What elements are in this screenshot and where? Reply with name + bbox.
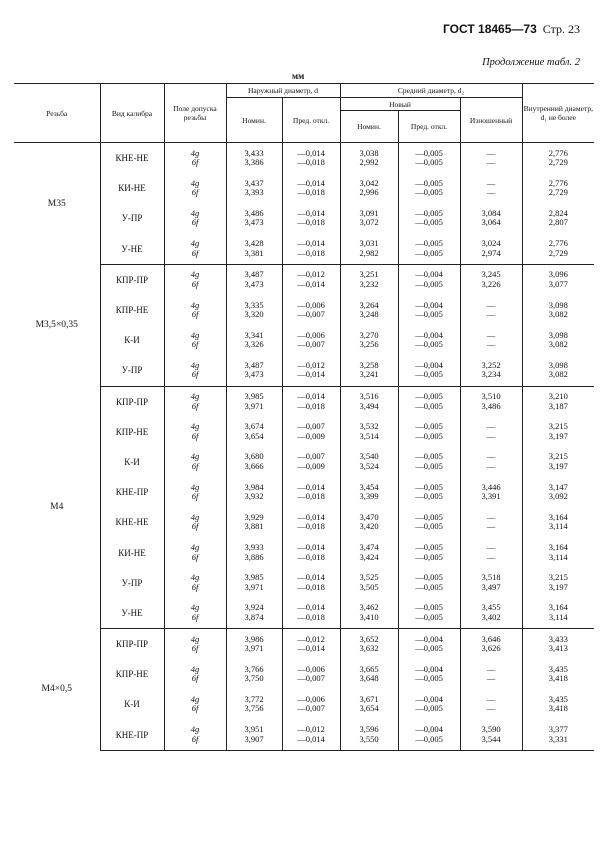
mean-deviation: —0,004 —0,005 [415, 359, 443, 380]
tolerance-values: 4g 6f [190, 269, 200, 289]
tolerance-values: 4g 6f [190, 602, 200, 622]
thread-label: М4×0,5 [14, 629, 100, 751]
mean-nominal: 3,665 3,648 [359, 663, 379, 684]
tolerance-values: 4g 6f [190, 572, 200, 592]
tolerance-values: 4g 6f [190, 451, 200, 471]
col-worn: Изношенный [460, 98, 522, 143]
page-number: Стр. 23 [542, 22, 580, 36]
mean-nominal: 3,652 3,632 [359, 633, 379, 654]
mean-nominal: 3,540 3,524 [359, 451, 379, 471]
worn-value: 3,455 3,402 [481, 602, 501, 622]
inner-diameter: 3,147 3,092 [548, 481, 568, 502]
worn-value: 3,446 3,391 [481, 481, 501, 502]
col-mean-nom: Номин. [340, 111, 398, 143]
tolerance-values: 4g 6f [190, 633, 200, 654]
tolerance-values: 4g 6f [190, 421, 200, 441]
continuation-note: Продолжение табл. 2 [482, 57, 580, 68]
table-row [14, 629, 594, 660]
worn-value: — — [486, 451, 496, 471]
thread-label: М4 [14, 386, 100, 629]
table-row [14, 325, 594, 355]
outer-deviation: —0,012 —0,014 [297, 359, 325, 380]
inner-diameter: 2,776 2,729 [548, 238, 568, 258]
outer-deviation: —0,014 —0,018 [297, 602, 325, 622]
mean-nominal: 3,042 2,996 [359, 177, 379, 198]
inner-diameter: 3,215 3,197 [548, 421, 568, 441]
mean-nominal: 3,596 3,550 [359, 724, 379, 744]
table-row [14, 173, 594, 203]
worn-value: — — [486, 147, 496, 168]
thread-label: М35 [14, 143, 100, 265]
table-row [14, 295, 594, 325]
outer-deviation: —0,006 —0,007 [297, 329, 325, 350]
mean-deviation: —0,004 —0,005 [415, 663, 443, 684]
tolerance-values: 4g 6f [190, 511, 200, 532]
table-row [14, 417, 594, 447]
worn-value: 3,518 3,497 [481, 572, 501, 592]
outer-nominal: 3,986 3,971 [244, 633, 264, 654]
outer-deviation: —0,014 —0,018 [297, 177, 325, 198]
tolerance-values: 4g 6f [190, 359, 200, 380]
mean-deviation: —0,004 —0,005 [415, 269, 443, 289]
gauge-type: КПР-ПР [100, 264, 164, 295]
tolerance-values: 4g 6f [190, 177, 200, 198]
mean-nominal: 3,251 3,232 [359, 269, 379, 289]
table-row [14, 477, 594, 507]
table-row [14, 143, 594, 174]
mean-deviation: —0,005 —0,005 [415, 238, 443, 258]
mean-deviation: —0,005 —0,005 [415, 602, 443, 622]
worn-value: 3,084 3,064 [481, 207, 501, 228]
inner-diameter: 3,377 3,331 [548, 724, 568, 744]
mean-nominal: 3,474 3,424 [359, 542, 379, 562]
mean-nominal: 3,270 3,256 [359, 329, 379, 350]
gauge-type: К-И [100, 689, 164, 719]
mean-deviation: —0,005 —0,005 [415, 542, 443, 562]
inner-diameter: 3,096 3,077 [548, 269, 568, 289]
table-row [14, 659, 594, 689]
table-row [14, 537, 594, 567]
inner-diameter: 3,435 3,418 [548, 693, 568, 714]
inner-diameter: 3,435 3,418 [548, 663, 568, 684]
gauge-type: У-НЕ [100, 234, 164, 265]
worn-value: — — [486, 693, 496, 714]
mean-deviation: —0,005 —0,005 [415, 147, 443, 168]
outer-nominal: 3,341 3,326 [244, 329, 264, 350]
mean-deviation: —0,005 —0,005 [415, 481, 443, 502]
mean-deviation: —0,005 —0,005 [415, 451, 443, 471]
mean-nominal: 3,462 3,410 [359, 602, 379, 622]
gauge-type: КПР-НЕ [100, 417, 164, 447]
gauge-type: КПР-НЕ [100, 659, 164, 689]
gauge-type: КНЕ-НЕ [100, 507, 164, 537]
col-outer-diameter: Наружный диаметр, d [226, 84, 340, 98]
inner-diameter: 3,433 3,413 [548, 633, 568, 654]
inner-diameter: 3,215 3,197 [548, 572, 568, 592]
inner-diameter: 3,215 3,197 [548, 451, 568, 471]
mean-deviation: —0,004 —0,005 [415, 299, 443, 320]
standard-number: ГОСТ 18465—73 [443, 22, 537, 36]
inner-diameter: 3,098 3,082 [548, 329, 568, 350]
worn-value: — — [486, 511, 496, 532]
tolerance-values: 4g 6f [190, 693, 200, 714]
inner-diameter: 2,776 2,729 [548, 177, 568, 198]
table-row [14, 203, 594, 233]
mean-deviation: —0,005 —0,005 [415, 572, 443, 592]
outer-nominal: 3,766 3,750 [244, 663, 264, 684]
outer-deviation: —0,007 —0,009 [297, 421, 325, 441]
col-outer-nom: Номин. [226, 98, 282, 143]
mean-nominal: 3,264 3,248 [359, 299, 379, 320]
table-row [14, 264, 594, 295]
inner-diameter: 3,098 3,082 [548, 299, 568, 320]
tolerance-values: 4g 6f [190, 329, 200, 350]
table-row [14, 689, 594, 719]
thread-label: М3,5×0,35 [14, 264, 100, 386]
table-row [14, 720, 594, 751]
mean-nominal: 3,038 2,992 [359, 147, 379, 168]
outer-nominal: 3,680 3,666 [244, 451, 264, 471]
outer-nominal: 3,933 3,886 [244, 542, 264, 562]
worn-value: — — [486, 177, 496, 198]
outer-nominal: 3,335 3,320 [244, 299, 264, 320]
outer-nominal: 3,486 3,473 [244, 207, 264, 228]
mean-deviation: —0,004 —0,005 [415, 633, 443, 654]
inner-diameter: 3,164 3,114 [548, 602, 568, 622]
col-new: Новый [340, 98, 460, 111]
mean-deviation: —0,004 —0,005 [415, 693, 443, 714]
outer-nominal: 3,951 3,907 [244, 724, 264, 744]
outer-nominal: 3,674 3,654 [244, 421, 264, 441]
outer-nominal: 3,985 3,971 [244, 572, 264, 592]
worn-value: — — [486, 542, 496, 562]
gauge-type: У-ПР [100, 355, 164, 386]
mean-nominal: 3,258 3,241 [359, 359, 379, 380]
mean-deviation: —0,004 —0,005 [415, 724, 443, 744]
gauge-table [14, 83, 594, 751]
tolerance-values: 4g 6f [190, 724, 200, 744]
worn-value: 3,245 3,226 [481, 269, 501, 289]
mean-deviation: —0,005 —0,005 [415, 511, 443, 532]
gauge-type: У-НЕ [100, 598, 164, 629]
tolerance-values: 4g 6f [190, 238, 200, 258]
worn-value: — — [486, 421, 496, 441]
worn-value: 3,510 3,486 [481, 391, 501, 411]
outer-deviation: —0,014 —0,018 [297, 391, 325, 411]
gauge-type: КНЕ-НЕ [100, 143, 164, 174]
table-row [14, 568, 594, 598]
mean-deviation: —0,005 —0,005 [415, 391, 443, 411]
table-row [14, 598, 594, 629]
outer-deviation: —0,014 —0,018 [297, 238, 325, 258]
outer-nominal: 3,487 3,473 [244, 269, 264, 289]
outer-deviation: —0,014 —0,018 [297, 511, 325, 532]
gauge-type: У-ПР [100, 203, 164, 233]
outer-nominal: 3,985 3,971 [244, 391, 264, 411]
outer-deviation: —0,012 —0,014 [297, 633, 325, 654]
worn-value: 3,252 3,234 [481, 359, 501, 380]
gauge-type: КИ-НЕ [100, 173, 164, 203]
table-row [14, 355, 594, 386]
outer-nominal: 3,433 3,386 [244, 147, 264, 168]
table-row [14, 386, 594, 417]
inner-diameter: 3,164 3,114 [548, 511, 568, 532]
table-row [14, 507, 594, 537]
worn-value: — — [486, 299, 496, 320]
outer-nominal: 3,984 3,932 [244, 481, 264, 502]
worn-value: — — [486, 663, 496, 684]
col-mean-diameter: Средний диаметр, d₂ [340, 84, 522, 98]
outer-deviation: —0,012 —0,014 [297, 724, 325, 744]
inner-diameter: 3,098 3,082 [548, 359, 568, 380]
col-outer-dev: Пред. откл. [282, 98, 340, 143]
outer-deviation: —0,014 —0,018 [297, 481, 325, 502]
tolerance-values: 4g 6f [190, 481, 200, 502]
col-tolerance: Поле допуска резьбы [164, 84, 226, 143]
mean-nominal: 3,091 3,072 [359, 207, 379, 228]
col-mean-dev: Пред. откл. [398, 111, 460, 143]
inner-diameter: 2,824 2,807 [548, 207, 568, 228]
outer-deviation: —0,006 —0,007 [297, 663, 325, 684]
mean-nominal: 3,671 3,654 [359, 693, 379, 714]
mean-nominal: 3,525 3,505 [359, 572, 379, 592]
outer-deviation: —0,007 —0,009 [297, 451, 325, 471]
mean-nominal: 3,031 2,982 [359, 238, 379, 258]
tolerance-values: 4g 6f [190, 207, 200, 228]
outer-deviation: —0,014 —0,018 [297, 572, 325, 592]
gauge-type: КПР-НЕ [100, 295, 164, 325]
gauge-type: К-И [100, 325, 164, 355]
tolerance-values: 4g 6f [190, 391, 200, 411]
col-inner-diameter: Внутренний диаметр, d₁ не более [522, 84, 594, 143]
outer-deviation: —0,006 —0,007 [297, 693, 325, 714]
gauge-type: КНЕ-ПР [100, 720, 164, 751]
gauge-type: КПР-ПР [100, 629, 164, 660]
col-gauge-type: Вид калибра [100, 84, 164, 143]
table-body [14, 143, 594, 751]
inner-diameter: 3,164 3,114 [548, 542, 568, 562]
mean-nominal: 3,516 3,494 [359, 391, 379, 411]
page-header [443, 22, 580, 37]
gauge-type: К-И [100, 447, 164, 477]
outer-nominal: 3,428 3,381 [244, 238, 264, 258]
outer-deviation: —0,014 —0,018 [297, 147, 325, 168]
outer-deviation: —0,012 —0,014 [297, 269, 325, 289]
outer-nominal: 3,437 3,393 [244, 177, 264, 198]
mean-deviation: —0,005 —0,005 [415, 207, 443, 228]
gauge-type: КНЕ-ПР [100, 477, 164, 507]
tolerance-values: 4g 6f [190, 147, 200, 168]
mean-nominal: 3,454 3,399 [359, 481, 379, 502]
mean-deviation: —0,004 —0,005 [415, 329, 443, 350]
gauge-type: КИ-НЕ [100, 537, 164, 567]
outer-nominal: 3,929 3,881 [244, 511, 264, 532]
unit-label: мм [292, 71, 305, 81]
mean-nominal: 3,532 3,514 [359, 421, 379, 441]
outer-deviation: —0,014 —0,018 [297, 542, 325, 562]
tolerance-values: 4g 6f [190, 299, 200, 320]
gauge-type: У-ПР [100, 568, 164, 598]
worn-value: 3,590 3,544 [481, 724, 501, 744]
worn-value: 3,024 2,974 [481, 238, 501, 258]
outer-nominal: 3,924 3,874 [244, 602, 264, 622]
mean-deviation: —0,005 —0,005 [415, 177, 443, 198]
outer-nominal: 3,487 3,473 [244, 359, 264, 380]
table-row [14, 447, 594, 477]
mean-nominal: 3,470 3,420 [359, 511, 379, 532]
outer-deviation: —0,006 —0,007 [297, 299, 325, 320]
inner-diameter: 2,776 2,729 [548, 147, 568, 168]
inner-diameter: 3,210 3,187 [548, 391, 568, 411]
mean-deviation: —0,005 —0,005 [415, 421, 443, 441]
outer-nominal: 3,772 3,756 [244, 693, 264, 714]
table-row [14, 234, 594, 265]
col-thread: Резьба [14, 84, 100, 143]
gauge-type: КПР-ПР [100, 386, 164, 417]
tolerance-values: 4g 6f [190, 542, 200, 562]
worn-value: — — [486, 329, 496, 350]
tolerance-values: 4g 6f [190, 663, 200, 684]
outer-deviation: —0,014 —0,018 [297, 207, 325, 228]
worn-value: 3,646 3,626 [481, 633, 501, 654]
